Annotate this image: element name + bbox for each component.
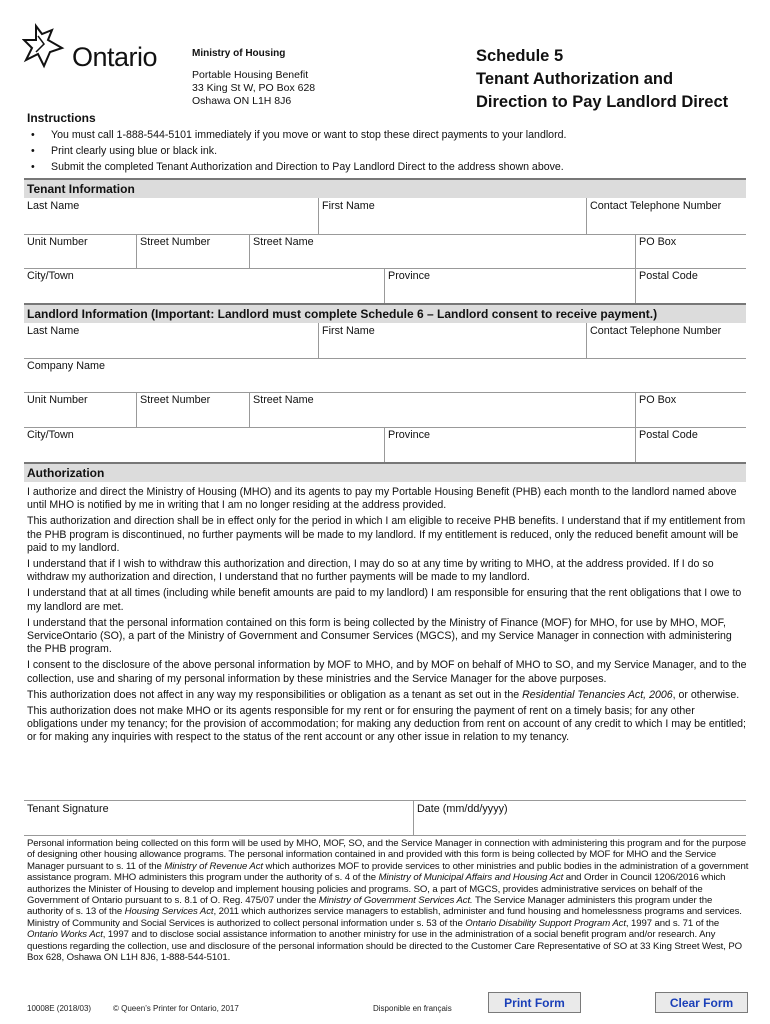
act-name: Ministry of Government Services Act. bbox=[318, 895, 473, 907]
authorization-paragraph: This authorization does not make MHO or its agents responsible for my rent or for ensuring the payment of rent on a timely basis; for any other obligations under my tenancy; for the provision of accommodation; for making any deduction from rent on account of any credit to which I may be entitled; or for making any inquiries with respect to the status of the rent account or any other issue in relation to my tenancy. bbox=[27, 705, 746, 744]
text-run: , 2011 which authorizes service managers to establish, administer and fund housing and homelessness programs and services. Ministry of Community and Social Services is authorized to collect personal information under s. 53 of the bbox=[27, 906, 742, 929]
authorization-paragraph: I understand that the personal information contained on this form is being collected by the Ministry of Finance (MOF) for MHO, for use by MHO, MOF, ServiceOntario (SO), a part of the Ministry of Government and Consumer Services (MGCS), and my Service Manager in connection with administering the PHB program. bbox=[27, 616, 732, 656]
text-run: , or otherwise. bbox=[672, 688, 740, 701]
tenant-city-row bbox=[24, 268, 746, 305]
field-label: First Name bbox=[322, 325, 375, 337]
field-label: PO Box bbox=[639, 236, 677, 248]
field-label: Province bbox=[388, 429, 431, 441]
act-name: Ministry of Municipal Affairs and Housing Act bbox=[378, 872, 564, 884]
title-line: Schedule 5 bbox=[476, 47, 564, 65]
authorization-section-header: Authorization bbox=[24, 462, 746, 482]
authorization-paragraph: I consent to the disclosure of the above personal information by MOF to MHO, and by MOF on behalf of MHO to SO, and my Service Manager, and to the collection, use and sharing of my personal information by these ministries and the Service Manager for the above purposes. bbox=[27, 659, 747, 685]
title-line: Tenant Authorization and bbox=[476, 70, 674, 88]
landlord-street-name-field[interactable] bbox=[249, 392, 635, 427]
act-name: Housing Services Act bbox=[124, 906, 214, 918]
landlord-city-row bbox=[24, 427, 746, 463]
tenant-phone-field[interactable] bbox=[586, 198, 746, 234]
landlord-last-name-field[interactable] bbox=[24, 323, 318, 358]
field-label: Street Name bbox=[253, 236, 314, 248]
authorization-text bbox=[27, 486, 747, 748]
field-label: Street Name bbox=[253, 394, 314, 406]
tenant-street-number-field[interactable] bbox=[136, 234, 249, 268]
ontario-logo bbox=[22, 22, 172, 78]
address-line: Oshawa ON L1H 8J6 bbox=[192, 95, 292, 107]
field-label: Street Number bbox=[140, 394, 211, 406]
trillium-icon bbox=[22, 22, 72, 74]
landlord-first-name-field[interactable] bbox=[318, 323, 586, 358]
field-label: Postal Code bbox=[639, 270, 698, 282]
text-run: which authorizes MOF to provide services to other ministries and public bodies in the administration of a government assistance program. MHO administers this program under the authority of s. 4 of the bbox=[27, 860, 749, 884]
act-name: Residential Tenancies Act, 2006 bbox=[522, 688, 673, 701]
clear-form-button[interactable]: Clear Form bbox=[655, 992, 748, 1013]
act-name: Ontario Disability Support Program Act bbox=[465, 917, 626, 929]
text-run: , 1997 and s. 71 of the bbox=[625, 917, 720, 929]
instructions-heading: Instructions bbox=[27, 111, 96, 125]
act-name: Ontario Works Act bbox=[27, 929, 103, 941]
tenant-postal-field[interactable] bbox=[635, 268, 746, 304]
field-label: Postal Code bbox=[639, 429, 698, 441]
field-label: Contact Telephone Number bbox=[590, 200, 722, 212]
landlord-street-number-field[interactable] bbox=[136, 392, 249, 427]
field-label: Company Name bbox=[27, 360, 106, 372]
landlord-phone-field[interactable] bbox=[586, 323, 746, 358]
landlord-postal-field[interactable] bbox=[635, 427, 746, 462]
text-run: This authorization does not affect in any way my responsibilities or obligation as a tenant as set out in the bbox=[27, 688, 523, 701]
field-label: Street Number bbox=[140, 236, 211, 248]
authorization-paragraph: This authorization and direction shall be in effect only for the period in which I am eligible to receive PHB benefits. I understand that if my entitlement from the PHB program is discontinued, no further payments will be made to my landlord. If my entitlement is reduced, only the reduced benefit amount will be paid to my landlord. bbox=[27, 515, 746, 554]
instruction-item: • You must call 1-888-544-5101 immediately if you move or want to stop these direct payments to your landlord. bbox=[27, 127, 747, 143]
field-label: Date (mm/dd/yyyy) bbox=[417, 803, 508, 815]
text-run: The Service Manager administers this program under the authority of s. 13 of the bbox=[27, 895, 713, 918]
tenant-po-box-field[interactable] bbox=[635, 234, 746, 268]
landlord-section-header: Landlord Information (Important: Landlord must complete Schedule 6 – Landlord consent to receive payment.) bbox=[24, 303, 746, 323]
landlord-street-row bbox=[24, 392, 746, 428]
tenant-last-name-field[interactable] bbox=[24, 198, 318, 234]
field-label: Last Name bbox=[27, 325, 80, 337]
form-title bbox=[476, 45, 728, 114]
tenant-name-row bbox=[24, 198, 746, 235]
text-run: , 1997 and to disclose social assistance information to another ministry for use in the administration of a social benefit program and/or research. Any questions regarding the collection, use and disclosure of the personal information should be directed to the Customer Care Representative of SO at 33 King Street West, PO Box 628, Oshawa ON L1H 8J6, 1-888-544-5101. bbox=[27, 929, 743, 964]
field-label: Unit Number bbox=[27, 394, 88, 406]
tenant-first-name-field[interactable] bbox=[318, 198, 586, 234]
tenant-unit-field[interactable] bbox=[24, 234, 136, 268]
field-label: Unit Number bbox=[27, 236, 88, 248]
instruction-item: • Submit the completed Tenant Authorization and Direction to Pay Landlord Direct to the address shown above. bbox=[27, 159, 747, 175]
landlord-province-field[interactable] bbox=[384, 427, 635, 462]
landlord-company-row bbox=[24, 358, 746, 393]
ministry-address bbox=[192, 69, 315, 108]
instructions-list bbox=[27, 127, 747, 175]
tenant-city-field[interactable] bbox=[24, 268, 384, 304]
landlord-unit-field[interactable] bbox=[24, 392, 136, 427]
privacy-notice bbox=[27, 838, 749, 963]
act-name: Ministry of Revenue Act bbox=[164, 860, 263, 872]
landlord-company-field[interactable] bbox=[24, 358, 746, 392]
authorization-paragraph: I understand that if I wish to withdraw this authorization and direction, I may do so at any time by writing to MHO, at the address provided. If I do so withdraw my authorization and direction, I understand that no further payments will be made to my landlord. bbox=[27, 558, 714, 584]
print-form-button[interactable]: Print Form bbox=[488, 992, 581, 1013]
landlord-po-box-field[interactable] bbox=[635, 392, 746, 427]
tenant-street-name-field[interactable] bbox=[249, 234, 635, 268]
field-label: Contact Telephone Number bbox=[590, 325, 722, 337]
text-run: and Order in Council 1206/2016 which authorizes the Minister of Housing to develop and implement housing policies and programs. SO, a part of MGCS, provides administrative services on behalf of the Government of Ontario pursuant to s. 8.1 of O. Reg. 475/07 under the bbox=[27, 872, 726, 907]
french-availability: Disponible en français bbox=[373, 1004, 452, 1013]
authorization-paragraph: I understand that at all times (including while benefit amounts are paid to my landlord) I am responsible for ensuring that the rent obligations that I owe to my landlord are met. bbox=[27, 587, 742, 613]
landlord-city-field[interactable] bbox=[24, 427, 384, 462]
title-line: Direction to Pay Landlord Direct bbox=[476, 93, 729, 111]
signature-row bbox=[24, 800, 746, 836]
field-label: City/Town bbox=[27, 270, 74, 282]
tenant-province-field[interactable] bbox=[384, 268, 635, 304]
field-label: City/Town bbox=[27, 429, 74, 441]
field-label: Province bbox=[388, 270, 431, 282]
signature-date-field[interactable] bbox=[413, 801, 746, 835]
tenant-signature-field[interactable] bbox=[24, 801, 413, 835]
landlord-name-row bbox=[24, 323, 746, 359]
address-line: Portable Housing Benefit bbox=[192, 69, 309, 81]
copyright: © Queen’s Printer for Ontario, 2017 bbox=[113, 1004, 239, 1013]
text-run: Personal information being collected on this form will be used by MHO, MOF, SO, and the Service Manager in connection with administering this program and for the purpose of designing other housing allowance programs. The personal information contained in and provided with this form is being collected by MOF for MHO and the Service Manager pursuant to s. 11 of the bbox=[27, 838, 746, 872]
tenant-street-row bbox=[24, 234, 746, 269]
field-label: PO Box bbox=[639, 394, 677, 406]
field-label: Last Name bbox=[27, 200, 80, 212]
address-line: 33 King St W, PO Box 628 bbox=[192, 82, 316, 94]
field-label: Tenant Signature bbox=[27, 803, 109, 815]
field-label: First Name bbox=[322, 200, 375, 212]
instruction-item: • Print clearly using blue or black ink. bbox=[27, 143, 747, 159]
logo-wordmark: Ontario bbox=[72, 42, 158, 72]
authorization-paragraph bbox=[27, 689, 747, 702]
authorization-paragraph: I authorize and direct the Ministry of Housing (MHO) and its agents to pay my Portable Housing Benefit (PHB) each month to the landlord named above until MHO is notified by me in writing that I am no longer residing at the address provided. bbox=[27, 486, 737, 512]
ministry-name: Ministry of Housing bbox=[192, 48, 286, 59]
form-number: 10008E (2018/03) bbox=[27, 1004, 92, 1013]
tenant-section-header: Tenant Information bbox=[24, 178, 746, 198]
